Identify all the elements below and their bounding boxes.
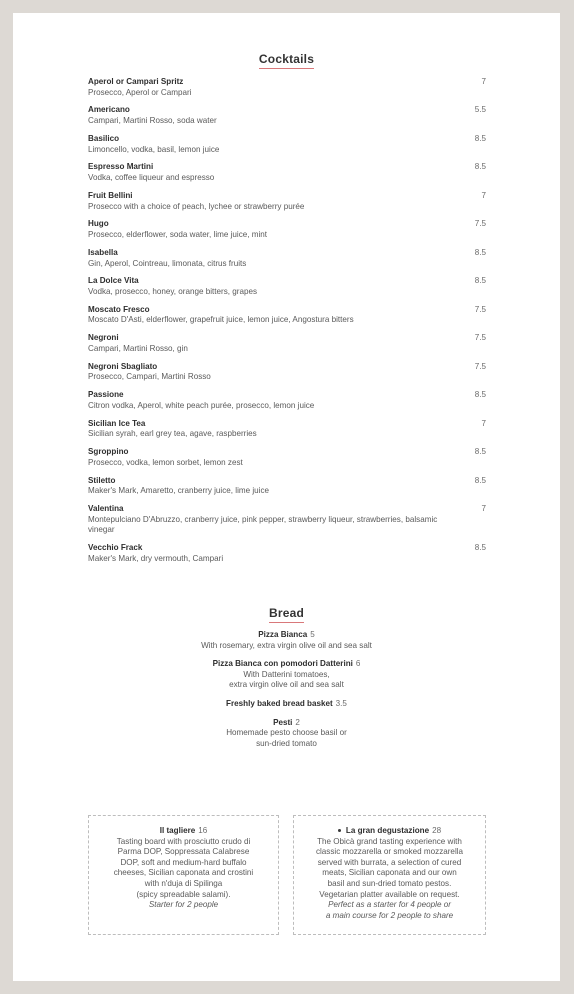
item-price: 8.5 [474,133,486,143]
item-price: 7.5 [474,333,486,343]
item-description: With Datterini tomatoes, [243,669,330,679]
item-description: sun-dried tomato [256,738,317,748]
item-price: 8.5 [474,276,486,286]
item-price: 7.5 [474,304,486,314]
item-description: With rosemary, extra virgin olive oil and sea salt [201,640,372,650]
list-item [88,362,486,383]
item-description: Tasting board with prosciutto crudo di [116,836,251,846]
item-name: Freshly baked bread basket [226,698,333,708]
list-item [88,476,486,497]
item-description: with n'duja di Spilinga [144,878,223,888]
item-price: 7.5 [474,361,486,371]
item-description: Vegetarian platter available on request. [319,889,460,899]
item-price: 8.5 [474,390,486,400]
item-price: 7 [481,77,486,86]
item-name: Stiletto [88,475,116,485]
item-description: Gin, Aperol, Cointreau, limonata, citrus fruits [88,258,247,268]
list-item [88,77,486,98]
item-name: Valentina [88,504,124,514]
item-description: Limoncello, vodka, basil, lemon juice [88,144,220,154]
list-item [88,162,486,183]
item-price: 7.5 [474,219,486,229]
item-name: Hugo [88,219,109,229]
item-price: 16 [198,826,208,835]
item-description: extra virgin olive oil and sea salt [229,680,344,690]
list-item [113,659,460,691]
item-price: 8.5 [474,543,486,553]
menu-page [13,13,560,981]
item-description: Parma DOP, Soppressata Calabrese [117,847,250,857]
item-name: Negroni Sbagliato [88,361,158,371]
tagliere-box [88,815,279,935]
list-item [88,305,486,326]
item-description: Prosecco, Aperol or Campari [88,87,192,97]
item-description: Citron vodka, Aperol, white peach purée, prosecco, lemon juice [88,400,315,410]
item-description: The Obicà grand tasting experience with [317,836,462,846]
list-item [88,504,486,536]
item-name: Pizza Bianca [258,630,308,639]
item-description: Prosecco, elderflower, soda water, lime juice, mint [88,230,268,240]
item-name: La gran degustazione [345,826,430,835]
list-item [88,543,486,564]
list-item [88,333,486,354]
degustazione-box [293,815,486,935]
item-name: La Dolce Vita [88,276,139,286]
item-description: Maker's Mark, Amaretto, cranberry juice, lime juice [88,486,270,496]
item-description: Homemade pesto choose basil or [226,728,347,738]
item-name: Vecchio Frack [88,543,143,553]
item-description: basil and sun-dried tomato pestos. [327,878,452,888]
list-item [113,718,460,750]
list-item [113,630,460,651]
item-price: 7 [481,504,486,514]
vegetarian-dot-icon [338,829,341,832]
item-name: Sicilian Ice Tea [88,418,146,428]
item-description: Montepulciano D'Abruzzo, cranberry juice, pink pepper, strawberry liqueur, strawberries, balsamic vinegar [88,514,438,535]
item-description: Campari, Martini Rosso, gin [88,343,188,353]
item-description: classic mozzarella or smoked mozzarella [315,847,464,857]
item-price: 8.5 [474,447,486,457]
item-description: Vodka, prosecco, honey, orange bitters, grapes [88,286,258,296]
list-item [88,219,486,240]
item-price: 7 [481,418,486,428]
item-description: Moscato D'Asti, elderflower, grapefruit juice, lemon juice, Angostura bitters [88,315,354,325]
bread-title: Bread [13,606,560,623]
bread-list [113,630,460,757]
item-note: Starter for 2 people [148,900,219,910]
item-name: Pizza Bianca con pomodori Datterini [212,659,353,669]
item-price: 8.5 [474,162,486,172]
item-price: 7 [481,190,486,200]
list-item [88,248,486,269]
item-description: Prosecco, vodka, lemon sorbet, lemon zest [88,457,243,467]
item-name: Isabella [88,247,118,257]
item-description: DOP, soft and medium-hard buffalo [120,857,247,867]
list-item [113,699,460,710]
item-name: Americano [88,105,130,115]
list-item [88,419,486,440]
item-description: served with burrata, a selection of cured [317,857,462,867]
item-name: Sgroppino [88,447,129,457]
list-item [88,191,486,212]
list-item [88,390,486,411]
item-name: Il tagliere [159,826,196,835]
list-item [88,447,486,468]
item-price: 28 [432,826,442,835]
list-item [88,105,486,126]
item-description: Prosecco with a choice of peach, lychee or strawberry purée [88,201,305,211]
item-price: 6 [355,659,361,669]
list-item [88,134,486,155]
item-name: Basilico [88,133,120,143]
item-note: Perfect as a starter for 4 people or [328,900,451,910]
item-price: 5.5 [474,105,486,115]
item-name: Pesti [273,717,293,727]
item-name: Negroni [88,333,119,343]
item-name: Aperol or Campari Spritz [88,77,184,86]
item-description: Sicilian syrah, earl grey tea, agave, raspberries [88,429,257,439]
item-price: 8.5 [474,247,486,257]
item-description: Maker's Mark, dry vermouth, Campari [88,553,224,563]
item-name: Fruit Bellini [88,190,133,200]
item-description: Vodka, coffee liqueur and espresso [88,173,215,183]
list-item [88,276,486,297]
item-note: a main course for 2 people to share [325,910,454,920]
item-description: meats, Sicilian caponata and our own [322,868,457,878]
item-description: Prosecco, Campari, Martini Rosso [88,372,211,382]
cocktails-title: Cocktails [13,52,560,69]
item-price: 2 [295,717,300,727]
item-price: 5 [310,630,315,639]
item-description: (spicy spreadable salami). [136,889,231,899]
item-name: Moscato Fresco [88,304,150,314]
item-price: 8.5 [474,475,486,485]
item-price: 3.5 [335,698,347,708]
cocktail-list [88,77,486,572]
item-description: cheeses, Sicilian caponata and crostini [113,868,254,878]
item-description: Campari, Martini Rosso, soda water [88,116,217,126]
item-name: Espresso Martini [88,162,154,172]
item-name: Passione [88,390,124,400]
